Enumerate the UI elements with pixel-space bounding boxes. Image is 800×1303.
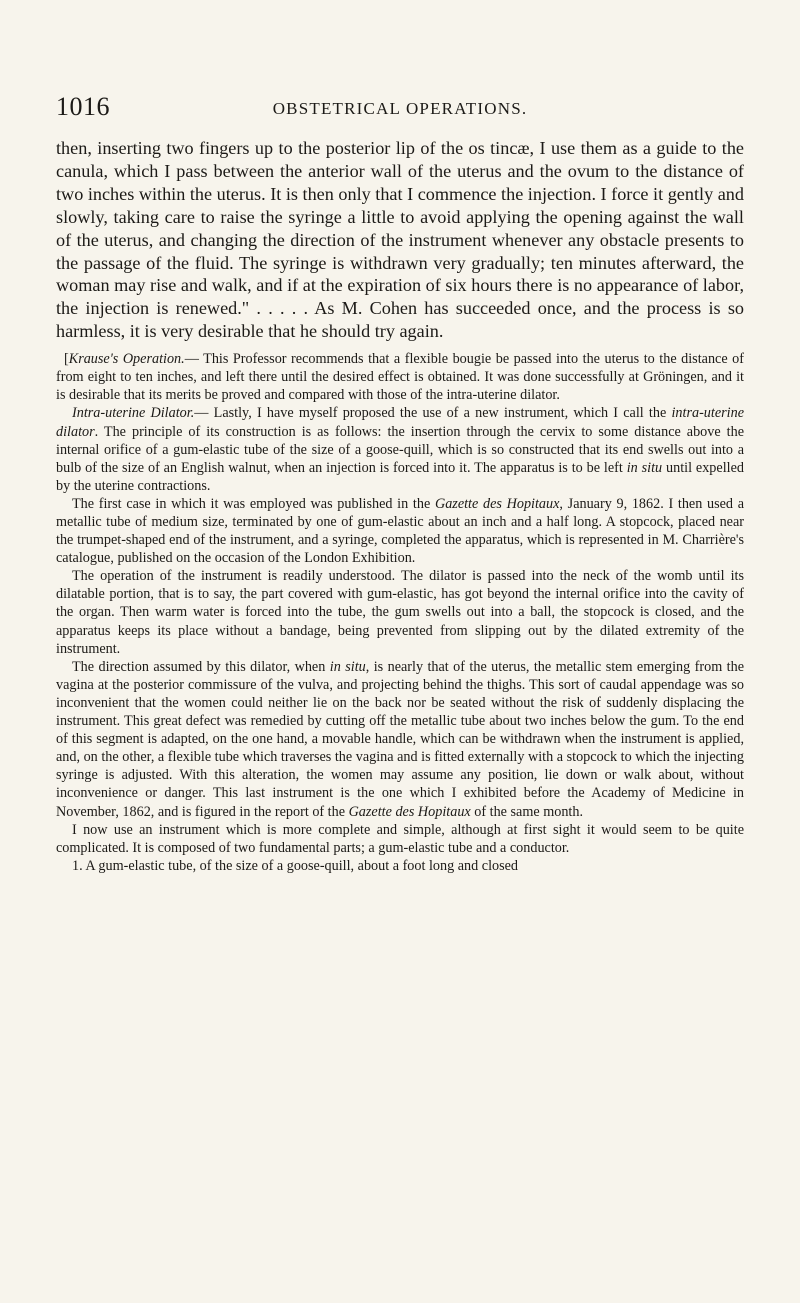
dilator-term: intra-uterine dilator	[56, 405, 744, 440]
dilator-paragraph	[56, 404, 744, 494]
page-header	[56, 92, 744, 126]
body-text	[56, 137, 744, 875]
page-number: 1016	[56, 92, 110, 121]
krause-title: Krause's Operation.	[68, 351, 185, 368]
first-case-journal: Gazette des Hopitaux	[434, 495, 560, 512]
now-use-paragraph: I now use an instrument which is more complete and simple, although at first sight it would seem to be quite complicated. It is composed of two fundamental parts; a gum-elastic tube and a conductor.	[56, 821, 744, 856]
dilator-in-situ: in situ	[626, 459, 663, 476]
small-print-section	[56, 350, 744, 875]
dilator-title: Intra-uterine Dilator.	[72, 405, 195, 422]
krause-text: — This Professor recommends that a flexible bougie be passed into the uterus to the distance of from eight to ten inches, and left there until the desired effect is obtained. It was done successfully at Gröningen, and it is desirable that its merits be proved and compared with those of the intra-uterine dilator.	[56, 351, 744, 404]
dilator-text-a: — Lastly, I have myself proposed the use of a new instrument, which I call the	[194, 405, 672, 422]
lead-section	[56, 137, 744, 343]
direction-text-c: of the same month.	[470, 803, 584, 820]
dilator-text-b: . The principle of its construction is as follows: the insertion through the cervix to some distance above the internal orifice of a gum-elastic tube of the size of a goose-quill, which is so constructed that its end swells out into a bulb of the size of an English walnut, when an injection is forced into it. The apparatus is to be left	[56, 423, 744, 476]
direction-journal: Gazette des Hopitaux	[348, 803, 471, 820]
lead-paragraph: then, inserting two fingers up to the posterior lip of the os tincæ, I use them as a guide to the canula, which I pass between the anterior wall of the uterus and the ovum to the distance of two inches within the uterus. It is then only that I commence the injection. I force it gently and slowly, taking care to raise the syringe a little to avoid applying the opening against the wall of the uterus, and changing the direction of the instrument whenever any obstacle presents to the passage of the fluid. The syringe is withdrawn very gradually; ten minutes afterward, the woman may rise and walk, and if at the expiration of six hours there is no appearance of labor, the injection is renewed." . . . . . As M. Cohen has succeeded once, and the process is so harmless, it is very desirable that he should try again.	[56, 138, 744, 342]
first-case-text-b: , January 9, 1862. I then used a metallic tube of medium size, terminated by one of gum-elastic about an inch and a half long. A stopcock, placed near the trumpet-shaped end of the instrument, and a syringe, completed the apparatus, which is represented in M. Charrière's catalogue, published on the occasion of the London Exhibition.	[56, 495, 745, 567]
krause-paragraph: [Krause's Operation.— This Professor recommends that a flexible bougie be passed into the uterus to the distance of from eight to ten inches, and left there until the desired effect is obtained. It was done successfully at Gröningen, and it is desirable that its merits be proved and compared with those of the intra-uterine dilator.	[56, 351, 744, 404]
first-case-text-a: The first case in which it was employed was published in the	[72, 495, 435, 512]
running-head: OBSTETRICAL OPERATIONS.	[272, 99, 528, 118]
first-case-paragraph	[56, 495, 744, 567]
item-1-paragraph: 1. A gum-elastic tube, of the size of a goose-quill, about a foot long and closed	[72, 857, 519, 874]
direction-paragraph	[56, 658, 744, 821]
direction-text-b: , is nearly that of the uterus, the metallic stem emerging from the vagina at the posterior commissure of the vulva, and projecting behind the thighs. This sort of caudal appendage was so inconvenient that the women could neither lie on the back nor be seated without the risk of suddenly displacing the instrument. This great defect was remedied by cutting off the metallic tube about two inches below the gum. To the end of this segment is adapted, on the one hand, a movable handle, which can be withdrawn when the instrument is applied, and, on the other, a flexible tube which traverses the vagina and is fitted externally with a stopcock to which the injecting syringe is adjusted. With this alteration, the women may assume any position, lie down or walk about, without inconvenience or danger. This last instrument is the one which I exhibited before the Academy of Medicine in November, 1862, and is figured in the report of the	[56, 658, 744, 820]
dilator-text-c: until expelled by the uterine contractions.	[56, 459, 744, 494]
direction-text-a: The direction assumed by this dilator, when	[72, 658, 330, 675]
operation-paragraph: The operation of the instrument is readily understood. The dilator is passed into the neck of the womb until its dilatable portion, that is to say, the part covered with gum-elastic, has got beyond the internal orifice into the cavity of the organ. Then warm water is forced into the tube, the gum swells out into a ball, the stopcock is closed, and the apparatus keeps its place without a bandage, being prevented from slipping out by the dilated extremity of the instrument.	[56, 568, 744, 657]
direction-in-situ: in situ	[329, 658, 366, 675]
